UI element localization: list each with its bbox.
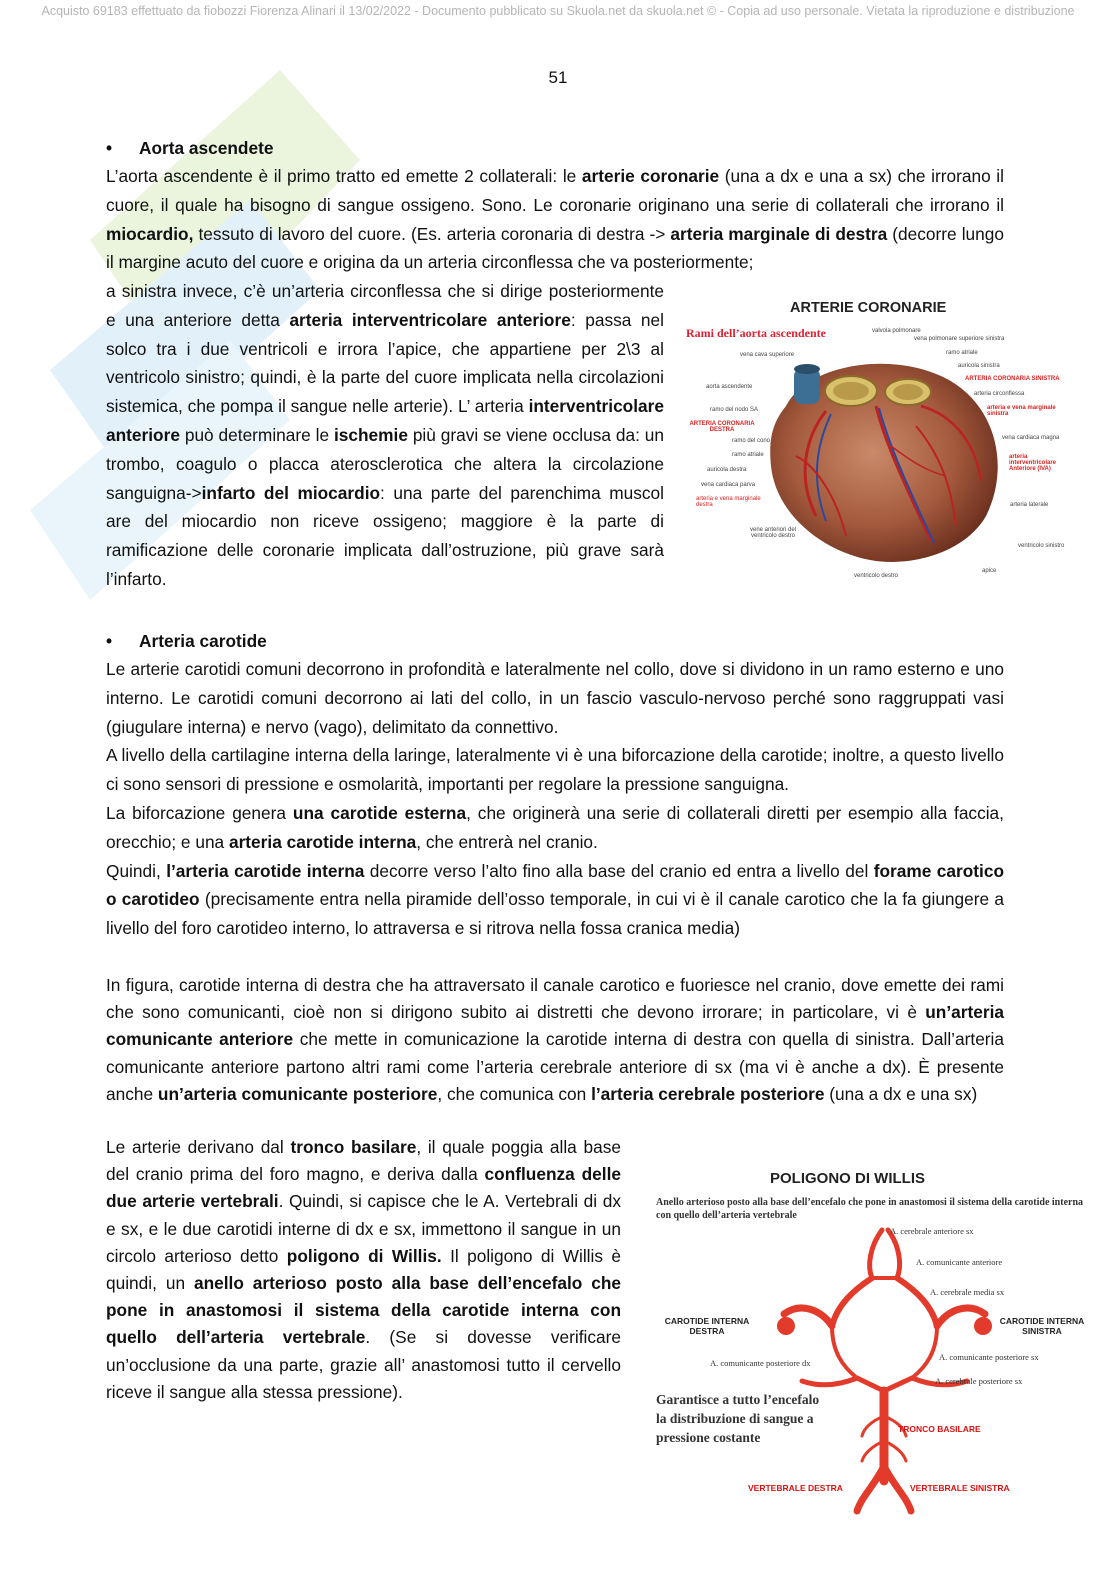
bold-term: arteria interventricolare anteriore bbox=[289, 309, 571, 330]
page-number: 51 bbox=[548, 68, 568, 87]
label-tronco-basilare: TRONCO BASILARE bbox=[898, 1424, 981, 1434]
label-ramo-cono: ramo del cono bbox=[732, 438, 771, 444]
carotide-paragraph-6 bbox=[106, 1134, 621, 1406]
text-run: : una parte del parenchima muscol are del miocardio non riceve ossigeno; maggiore è la parte di ramificazione delle coronarie implicata dall’ostruzione, più grave sarà l’infarto. bbox=[106, 482, 664, 589]
figure-title: ARTERIE CORONARIE bbox=[790, 300, 947, 316]
label-auricola-destra: auricola destra bbox=[707, 467, 747, 473]
section-carotide-heading-row bbox=[106, 627, 1004, 656]
bold-term: l’arteria cerebrale posteriore bbox=[591, 1083, 825, 1104]
text-run: , che entrerà nel cranio. bbox=[416, 831, 598, 852]
text-run: , il quale poggia alla base del cranio prima del foro magno, e deriva dalla bbox=[106, 1137, 621, 1185]
section-aorta-heading-row bbox=[106, 134, 1004, 163]
label-ramo-atriale-top: ramo atriale bbox=[946, 350, 978, 356]
label-carotide-destra: CAROTIDE INTERNA DESTRA bbox=[664, 1316, 750, 1336]
label-vena-marginale-sinistra: arteria e vena marginale sinistra bbox=[987, 405, 1056, 417]
text-run: , che originerà una serie di collaterali diretti per esempio alla faccia, orecchio; e una bbox=[106, 802, 1004, 852]
text-run: tessuto di lavoro del cuore. (Es. arteria coronaria di destra -> bbox=[193, 223, 671, 244]
text-run: Le arterie carotidi comuni decorrono in profondità e lateralmente nel collo, dove si dividono in un ramo esterno e uno interno. Le carotidi comuni decorrono ai lati del collo, in un fascio vasculo-nervoso perché sono raggruppati vasi (giugulare interna) e nervo (vago), delimitato da connettivo. bbox=[106, 659, 1004, 737]
text-run: (decorre lungo il margine acuto del cuore e origina da un arteria circonflessa che va posteriormente; bbox=[106, 223, 1004, 273]
text-run: che mette in comunicazione la carotide interna di destra con quella di sinistra. Dall’arteria comunicante anteriore partono altri rami come l’arteria cerebrale anteriore di sx (ma vi è anche a dx). È presente anche bbox=[106, 1029, 1005, 1104]
label-arteria-laterale: arteria laterale bbox=[1010, 502, 1049, 508]
bold-term: infarto del miocardio bbox=[201, 482, 381, 503]
carotide-paragraph-2 bbox=[106, 741, 1004, 799]
text-run: (precisamente entra nella piramide dell’osso temporale, in cui vi è il canale carotico che la fa giungere a livello del foro carotideo interno, lo attraversa e si ritrova nella fossa cranica media) bbox=[106, 889, 1004, 939]
bullet-icon: • bbox=[106, 138, 113, 158]
label-vena-cava: vena cava superiore bbox=[740, 352, 795, 358]
label-vena-marginale-destra: arteria e vena marginale destra bbox=[696, 496, 761, 508]
text-run: Quindi, bbox=[106, 860, 167, 881]
section-heading: Arteria carotide bbox=[139, 631, 267, 651]
figure-arterie-coronarie bbox=[676, 296, 1076, 586]
text-run: Le arterie derivano dal bbox=[106, 1137, 291, 1157]
label-vertebrale-destra: VERTEBRALE DESTRA bbox=[748, 1483, 843, 1493]
label-vene-anteriori: vene anteriori del ventricolo destro bbox=[749, 527, 797, 539]
carotide-paragraph-3 bbox=[106, 799, 1004, 857]
bold-term: arteria carotide interna bbox=[228, 831, 417, 852]
bold-term: miocardio, bbox=[106, 223, 194, 244]
label-circonflessa: arteria circonflessa bbox=[974, 391, 1025, 397]
text-run: In figura, carotide interna di destra che ha attraversato il canale carotico e fuoriesce nel cranio, dove emette dei rami che sono comunicanti, cioè non si dirigono subito ai distretti che devono irrorare; in particolare, vi è bbox=[106, 975, 1004, 1023]
label-coronaria-sinistra: ARTERIA CORONARIA SINISTRA bbox=[965, 376, 1060, 382]
bold-term: un’arteria comunicante posteriore bbox=[157, 1083, 438, 1104]
bold-term: arterie coronarie bbox=[581, 166, 720, 186]
label-comunicante-anteriore: A. comunicante anteriore bbox=[916, 1257, 1003, 1267]
bold-term: interventricolare anteriore bbox=[106, 396, 664, 445]
figure-subtitle: Anello arterioso posto alla base dell’encefalo che pone in anastomosi il sistema della carotide interna con quello dell’arteria vertebrale bbox=[656, 1197, 1084, 1221]
text-run: : passa nel solco tra i due ventricoli e irrora l’apice, che appartiene per 2\3 al ventricolo sinistro; quindi, è la parte del cuore implicata nella circolazioni sistemica, che pompa il sangue nelle arterie). L’ arteria bbox=[106, 309, 664, 417]
bold-term: arteria marginale di destra bbox=[670, 223, 888, 244]
carotide-paragraph-5 bbox=[106, 972, 1004, 1108]
figure-subtitle: Rami dell’aorta ascendente bbox=[686, 326, 826, 340]
carotide-paragraph-1 bbox=[106, 655, 1004, 741]
bold-term: forame carotico o carotideo bbox=[106, 860, 1005, 910]
text-run: A livello della cartilagine interna della laringe, lateralmente vi è una biforcazione della carotide; inoltre, a questo livello ci sono sensori di pressione e osmolarità, importanti per regolare la pressione sanguigna. bbox=[106, 745, 1004, 795]
carotide-paragraph-4 bbox=[106, 857, 1004, 943]
text-run: L’aorta ascendente è il primo tratto ed emette 2 collaterali: le bbox=[106, 166, 582, 186]
label-apice: apice bbox=[982, 568, 997, 574]
bold-term: un’arteria comunicante anteriore bbox=[106, 1002, 1004, 1050]
label-vena-parva: vena cardiaca parva bbox=[701, 482, 756, 488]
text-run: La biforcazione genera bbox=[106, 802, 293, 823]
label-carotide-sinistra: CAROTIDE INTERNA SINISTRA bbox=[999, 1316, 1085, 1336]
figure-poligono-willis bbox=[652, 1166, 1092, 1526]
bold-term: tronco basilare bbox=[290, 1137, 417, 1157]
label-comunicante-posteriore-dx: A. comunicante posteriore dx bbox=[710, 1358, 811, 1368]
bold-term: l’arteria carotide interna bbox=[166, 860, 365, 881]
text-run: , che comunica con bbox=[437, 1083, 592, 1104]
bold-term: anello arterioso posto alla base dell’encefalo che pone in anastomosi il sistema della carotide interna con quello dell’arteria vertebrale bbox=[106, 1273, 622, 1348]
label-interventricolare: arteria interventricolare Anteriore (IVA) bbox=[1009, 454, 1057, 472]
watermark-text: Acquisto 69183 effettuato da fiobozzi Fiorenza Alinari il 13/02/2022 - Documento pubblicato su Skuola.net da skuola.net © - Copia ad uso personale. Vietata la riproduzione e distribuzione bbox=[41, 4, 1075, 18]
willis-illustration bbox=[652, 1166, 1092, 1526]
label-aorta-ascendente: aorta ascendente bbox=[706, 384, 753, 390]
label-vena-polmonare: vena polmonare superiore sinistra bbox=[914, 336, 1005, 342]
label-ventricolo-destro: ventricolo destro bbox=[854, 573, 899, 579]
text-run: . (Se si dovesse verificare un’occlusione da una parte, grazie all’ anastomosi tutto il cervello riceve il sangue alla stessa pressione). bbox=[106, 1327, 621, 1402]
label-cerebrale-anteriore: A. cerebrale anteriore sx bbox=[890, 1226, 974, 1236]
label-cerebrale-media: A. cerebrale media sx bbox=[930, 1287, 1005, 1297]
text-run: (una a dx e una a sx) che irrorano il cuore, il quale ha bisogno di sangue ossigeno. Sono. Le coronarie originano una serie di collaterali che irrorano il bbox=[106, 166, 1004, 215]
text-run: (una a dx e una sx) bbox=[824, 1083, 978, 1104]
label-coronaria-destra: ARTERIA CORONARIA DESTRA bbox=[689, 421, 755, 433]
aorta-paragraph-2 bbox=[106, 277, 664, 594]
label-ventricolo-sinistro: ventricolo sinistro bbox=[1018, 543, 1065, 549]
label-auricola-sinistra: auricola sinistra bbox=[958, 363, 1000, 369]
section-heading: Aorta ascendete bbox=[139, 138, 274, 158]
text-run: . Quindi, si capisce che le A. Vertebrali di dx e sx, e le due carotidi interne di dx e sx, immettono il sangue in un circolo arterioso detto bbox=[106, 1191, 621, 1266]
bullet-icon: • bbox=[106, 631, 113, 651]
label-comunicante-posteriore-sx: A. comunicante posteriore sx bbox=[939, 1352, 1039, 1362]
figure-note: Garantisce a tutto l’encefalo la distribuzione di sangue a pressione costante bbox=[656, 1392, 820, 1445]
aorta-paragraph-1 bbox=[106, 162, 1004, 277]
label-valvola-polmonare: valvola polmonare bbox=[872, 328, 921, 334]
text-run: a sinistra invece, c’è un’arteria circonflessa che si dirige posteriormente e una anteriore detta bbox=[106, 281, 664, 330]
bold-term: una carotide esterna bbox=[292, 802, 467, 823]
label-ramo-nodo: ramo del nodo SA bbox=[710, 407, 759, 413]
text-run: decorre verso l’alto fino alla base del cranio ed entra a livello del bbox=[364, 860, 874, 881]
text-run: può determinare le bbox=[179, 424, 334, 445]
bold-term: poligono di Willis. bbox=[286, 1245, 442, 1266]
label-vena-magna: vena cardiaca magna bbox=[1002, 435, 1060, 441]
text-run: più gravi se viene occlusa da: un trombo, coagulo o placca aterosclerotica che altera la circolazione sanguigna-> bbox=[106, 424, 664, 503]
label-cerebrale-posteriore: A. cerebrale posteriore sx bbox=[935, 1376, 1023, 1386]
label-ramo-atriale: ramo atriale bbox=[732, 452, 764, 458]
label-vertebrale-sinistra: VERTEBRALE SINISTRA bbox=[910, 1483, 1010, 1493]
figure-title: POLIGONO DI WILLIS bbox=[770, 1170, 925, 1187]
text-run: Il poligono di Willis è quindi, un bbox=[106, 1245, 621, 1294]
bold-term: ischemie bbox=[333, 424, 408, 445]
bold-term: confluenza delle due arterie vertebrali bbox=[106, 1164, 622, 1212]
carotide-paragraphs bbox=[106, 655, 1004, 943]
